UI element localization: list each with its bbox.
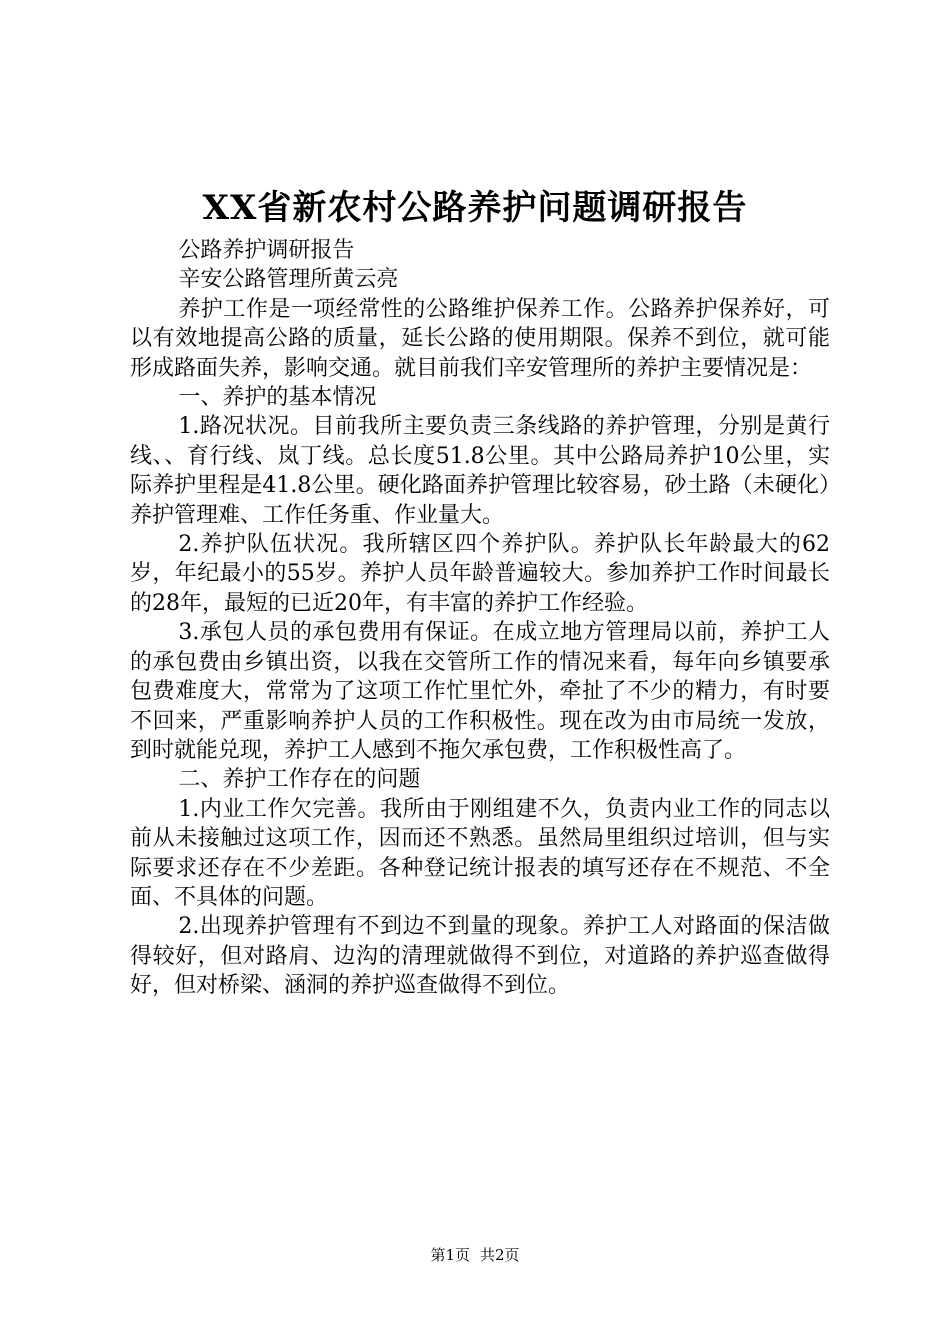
page-total: 共2页 [480,1246,520,1264]
section-heading-problems: 二、养护工作存在的问题 [178,767,421,793]
paragraph-road-condition: 1.路况状况。目前我所主要负责三条线路的养护管理，分别是黄行线、、育行线、岚丁线。总长度51.8公里。其中公路局养护10公里，实际养护里程是41.8公里。硬化路面养护管理比较容易，砂土路（未硬化）养护管理难、工作任务重、作业量大。 [130,414,830,528]
paragraph-internal-work: 1.内业工作欠完善。我所由于刚组建不久，负责内业工作的同志以前从未接触过这项工作，因而还不熟悉。虽然局里组织过培训，但与实际要求还存在不少差距。各种登记统计报表的填写还存在不规范、不全面、不具体的问题。 [130,796,830,910]
paragraph-team-condition: 2.养护队伍状况。我所辖区四个养护队。养护队长年龄最大的62岁，年纪最小的55岁。养护人员年龄普遍较大。参加养护工作时间最长的28年，最短的已近20年，有丰富的养护工作经验。 [130,532,830,616]
section-heading-basic-situation: 一、养护的基本情况 [178,385,377,411]
page-footer [0,1244,950,1266]
paragraph-management-gaps: 2.出现养护管理有不到边不到量的现象。养护工人对路面的保洁做得较好，但对路肩、边沟的清理就做得不到位，对道路的养护巡查做得好，但对桥梁、涵洞的养护巡查做得不到位。 [130,914,830,999]
author-paragraph: 辛安公路管理所黄云亮 [178,267,399,293]
paragraph-contract-fees: 3.承包人员的承包费用有保证。在成立地方管理局以前，养护工人的承包费由乡镇出资，以我在交管所工作的情况来看，每年向乡镇要承包费难度大，常常为了这项工作忙里忙外，牵扯了不少的精力，有时要不回来，严重影响养护人员的工作积极性。现在改为由市局统一发放，到时就能兑现，养护工人感到不拖欠承包费，工作积极性高了。 [130,620,830,763]
page-number: 第1页 [430,1246,470,1264]
document-body [130,236,830,1001]
subtitle-paragraph: 公路养护调研报告 [178,238,355,263]
intro-paragraph: 养护工作是一项经常性的公路维护保养工作。公路养护保养好，可以有效地提高公路的质量，延长公路的使用期限。保养不到位，就可能形成路面失养，影响交通。就目前我们辛安管理所的养护主要情况是： [130,296,830,381]
document-title: XX省新农村公路养护问题调研报告 [202,188,748,228]
